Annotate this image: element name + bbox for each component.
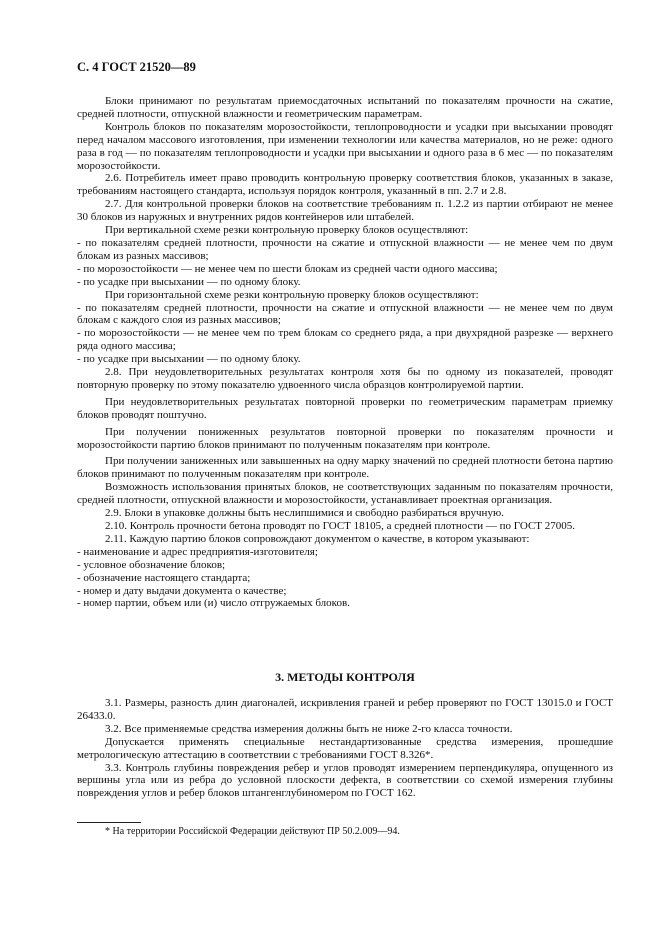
paragraph: 2.10. Контроль прочности бетона проводят по ГОСТ 18105, а средней плотности — по ГОСТ 27005. — [105, 520, 576, 532]
paragraph: 2.9. Блоки в упаковке должны быть неслипшимися и свободно разбираться вручную. — [105, 507, 504, 520]
paragraph: Возможность использования принятых блоков, не соответствующих заданным по показателям прочности, средней плотности, отпускной влажности и морозостойкости, устанавливает проектная организация. — [77, 481, 613, 507]
section-title: 3. МЕТОДЫ КОНТРОЛЯ — [275, 670, 415, 684]
paragraph: 2.7. Для контрольной проверки блоков на соответствие требованиям п. 1.2.2 из партии отбирают не менее 30 блоков из наружных и внутренних рядов контейнеров или штабелей. — [77, 198, 613, 224]
paragraph: 3.2. Все применяемые средства измерения должны быть не ниже 2-го класса точности. — [105, 722, 513, 735]
paragraph: Блоки принимают по результатам приемосдаточных испытаний по показателям прочности на сжатие, средней плотности, отпускной влажности и геометрическим параметрам. — [77, 95, 613, 120]
paragraph: Контроль блоков по показателям морозостойкости, теплопроводности и усадки при высыхании проводят перед началом массового изготовления, при изменении технологии или качества материалов, но не реже: одного раза в год — по показателям теплопроводности и усадки при высыхании и одного раза в 6 мес — по показателям морозостойкости. — [77, 120, 613, 172]
paragraph: 2.11. Каждую партию блоков сопровождают документом о качестве, в котором указывают: — [105, 532, 530, 545]
list-item: - по усадке при высыхании — по одному блоку. — [77, 275, 301, 288]
footnote-divider — [77, 822, 141, 823]
paragraph: При получении заниженных или завышенных на одну марку значений по средней плотности бетона партию блоков принимают по полученным показателям при контроле. — [77, 455, 613, 481]
list-item: - обозначение настоящего стандарта; — [77, 571, 251, 584]
list-item: - по показателям средней плотности, прочности на сжатие и отпускной влажности — не менее чем по двум блокам из разных массивов; — [77, 236, 613, 262]
paragraph: 2.6. Потребитель имеет право проводить контрольную проверку соответствия блоков, указанных в заказе, требованиям настоящего стандарта, используя порядок контроля, указанный в пп. 2.7 и 2.8. — [77, 172, 613, 198]
section-2-body — [77, 95, 613, 610]
list-item: - по морозостойкости — не менее чем по шести блокам из средней части одного массива; — [77, 262, 498, 275]
list-item: - условное обозначение блоков; — [77, 558, 226, 571]
list-item: - номер и дату выдачи документа о качестве; — [77, 584, 287, 597]
paragraph: Допускается применять специальные нестандартизованные средства измерения, прошедшие метрологическую аттестацию в соответствии с требованиями ГОСТ 8.326*. — [77, 735, 613, 761]
paragraph: При горизонтальной схеме резки контрольную проверку блоков осуществляют: — [105, 288, 479, 301]
paragraph: При неудовлетворительных результатах повторной проверки по геометрическим параметрам приемку блоков проводят поштучно. — [77, 395, 613, 421]
list-item: - номер партии, объем или (и) число отгружаемых блоков. — [77, 597, 350, 610]
paragraph: 2.8. При неудовлетворительных результатах контроля хотя бы по одному из показателей, проводят повторную проверку по этому показателю удвоенного числа образцов контролируемой партии. — [77, 366, 613, 391]
list-item: - по усадке при высыхании — по одному блоку. — [77, 353, 301, 366]
list-item: - по показателям средней плотности, прочности на сжатие и отпускной влажности — не менее чем по двум блокам с каждого слоя из разных массивов; — [77, 301, 613, 327]
paragraph: 3.3. Контроль глубины повреждения ребер и углов проводят измерением перпендикуляра, опущенного из вершины угла или из ребра до условной плоскости дефекта, в соответствии со схемой измерения глубины повреждения углов и ребер блоков штангенглубиномером по ГОСТ 162. — [77, 761, 613, 800]
paragraph: При получении пониженных результатов повторной проверки по показателям прочности и морозостойкости партию блоков принимают по полученным показателям при контроле. — [77, 425, 613, 451]
list-item: - по морозостойкости — не менее чем по трем блокам со среднего ряда, а при двухрядной разрезке — верхнего ряда одного массива; — [77, 327, 613, 353]
page-header: С. 4 ГОСТ 21520—89 — [77, 60, 196, 74]
list-item: - наименование и адрес предприятия-изготовителя; — [77, 545, 318, 558]
paragraph: При вертикальной схеме резки контрольную проверку блоков осуществляют: — [105, 224, 469, 237]
section-3-body — [77, 697, 613, 800]
footnote: * На территории Российской Федерации действуют ПР 50.2.009—94. — [105, 826, 400, 837]
paragraph: 3.1. Размеры, разность длин диагоналей, искривления граней и ребер проверяют по ГОСТ 13015.0 и ГОСТ 26433.0. — [77, 697, 613, 722]
